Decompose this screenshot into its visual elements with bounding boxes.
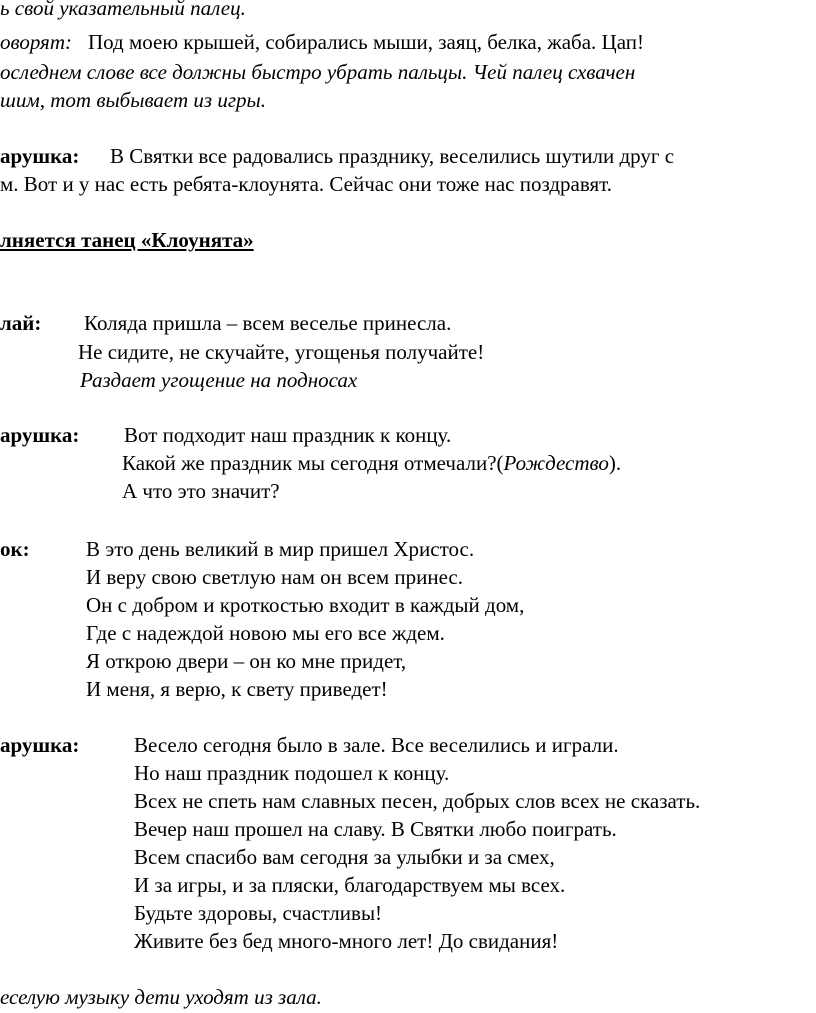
speech-3-line-3: А что это значит? [122, 479, 280, 503]
speaker-label-3: арушка: [0, 423, 80, 447]
poem-line: Я открою двери – он ко мне придет, [86, 649, 407, 673]
outro-line: еселую музыку дети уходят из зала. [0, 985, 322, 1009]
speaker-label-4: ок: [0, 537, 30, 561]
closing-line: Весело сегодня было в зале. Все веселились и играли. [134, 733, 619, 757]
speech-3-line-1: Вот подходит наш праздник к концу. [124, 423, 452, 447]
poem-line: И меня, я верю, к свету приведет! [86, 677, 388, 701]
intro-line-3: оследнем слове все должны быстро убрать пальцы. Чей палец схвачен [0, 60, 636, 84]
poem-line: Он с добром и кроткостью входит в каждый дом, [86, 593, 525, 617]
closing-line: Всех не спеть нам славных песен, добрых слов всех не сказать. [134, 789, 701, 813]
closing-line: Но наш праздник подошел к концу. [134, 761, 450, 785]
speech-3-line-2: Какой же праздник мы сегодня отмечали?(Рождество). [122, 451, 622, 475]
speaker-label-1: арушка: [0, 144, 80, 168]
speaker-label-5: арушка: [0, 733, 80, 757]
closing-line: Всем спасибо вам сегодня за улыбки и за смех, [134, 845, 555, 869]
closing-line: Живите без бед много-много лет! До свидания! [134, 929, 559, 953]
intro-rhyme-line: Под моею крышей, собирались мыши, заяц, белка, жаба. Цап! [88, 30, 644, 54]
speech-1-line-2: м. Вот и у нас есть ребята-клоунята. Сейчас они тоже нас поздравят. [0, 172, 613, 196]
poem-line: И веру свою светлую нам он всем принес. [86, 565, 463, 589]
closing-line: Вечер наш прошел на славу. В Святки любо поиграть. [134, 817, 617, 841]
speaker-label-2: лай: [0, 311, 42, 335]
intro-line-4: шим, тот выбывает из игры. [0, 88, 266, 112]
speech-2-line-1: Коляда пришла – всем веселье принесла. [84, 311, 452, 335]
closing-line: И за игры, и за пляски, благодарствуем мы всех. [134, 873, 566, 897]
speech-2-line-2: Не сидите, не скучайте, угощенья получайте! [78, 340, 485, 364]
stage-direction: Раздает угощение на подносах [80, 368, 358, 392]
closing-line: Будьте здоровы, счастливы! [134, 901, 383, 925]
intro-line-1: ь свой указательный палец. [0, 0, 246, 20]
poem-line: Где с надеждой новою мы его все ждем. [86, 621, 445, 645]
speech-1-line-1: В Святки все радовались празднику, веселились шутили друг с [110, 144, 675, 168]
intro-speaker-label: оворят: [0, 30, 72, 54]
poem-line: В это день великий в мир пришел Христос. [86, 537, 475, 561]
dance-heading: лняется танец «Клоунята» [0, 228, 254, 252]
